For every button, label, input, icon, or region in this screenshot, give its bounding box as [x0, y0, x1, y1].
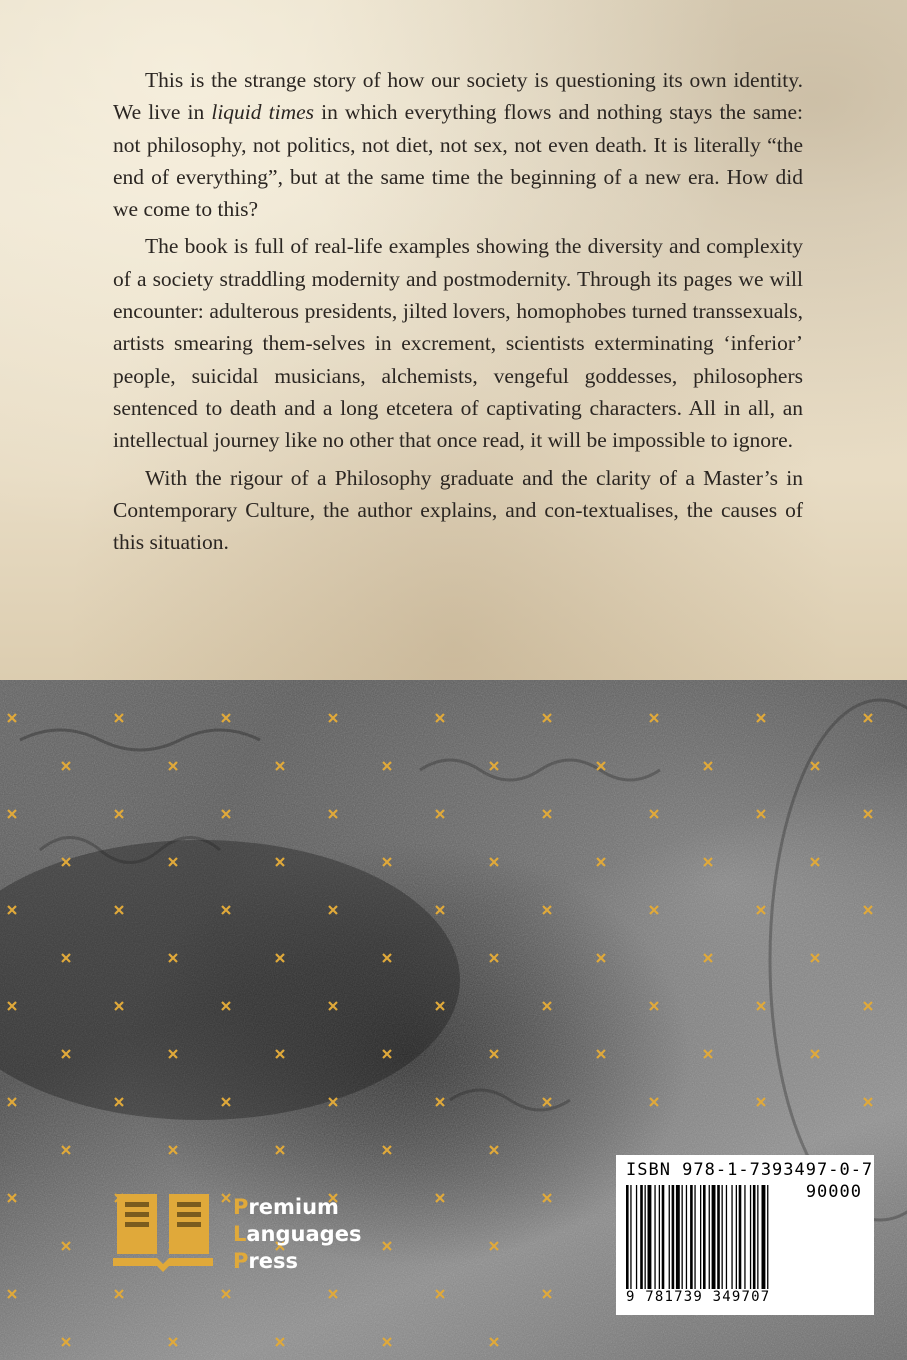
gold-cross-mark: [8, 1290, 16, 1298]
gold-cross-mark: [757, 714, 765, 722]
gold-cross-mark: [222, 1290, 230, 1298]
gold-cross-mark: [704, 762, 712, 770]
gold-cross-mark: [383, 1338, 391, 1346]
isbn-digits: 9 781739 349707: [626, 1289, 771, 1305]
gold-cross-mark: [115, 810, 123, 818]
gold-cross-mark: [811, 1050, 819, 1058]
gold-cross-mark: [650, 810, 658, 818]
gold-cross-mark: [222, 906, 230, 914]
gold-cross-mark: [115, 1290, 123, 1298]
gold-cross-mark: [436, 714, 444, 722]
gold-cross-mark: [62, 1146, 70, 1154]
gold-cross-mark: [383, 762, 391, 770]
gold-cross-mark: [490, 1050, 498, 1058]
gold-cross-mark: [543, 810, 551, 818]
gold-cross-mark: [490, 762, 498, 770]
gold-cross-mark: [222, 810, 230, 818]
gold-cross-mark: [811, 954, 819, 962]
gold-cross-mark: [8, 906, 16, 914]
gold-cross-mark: [115, 906, 123, 914]
gold-cross-mark: [864, 810, 872, 818]
blurb-paragraph-3: With the rigour of a Philosophy graduate and the clarity of a Master’s in Contemporary Culture, the author explains, and con-textualises, the causes of this situation.: [113, 465, 803, 555]
gold-cross-mark: [169, 1338, 177, 1346]
gold-cross-mark: [757, 1098, 765, 1106]
gold-cross-mark: [383, 1146, 391, 1154]
gold-cross-mark: [597, 762, 605, 770]
gold-cross-mark: [383, 954, 391, 962]
publisher-name: Premium Languages Press: [233, 1195, 362, 1273]
gold-cross-mark: [169, 954, 177, 962]
blurb-paragraph-1: This is the strange story of how our society is questioning its own identity. We live in liquid times in which everything flows and nothing stays the same: not philosophy, not politics, not diet, not sex, not even death. It is literally “the end of everything”, but at the same time the beginning of a new era. How did we come to this?: [113, 68, 803, 222]
gold-cross-mark: [62, 1242, 70, 1250]
publisher-logo: [113, 1188, 403, 1278]
gold-cross-mark: [490, 1242, 498, 1250]
isbn-label: ISBN 978-1-7393497-0-7: [626, 1160, 874, 1180]
gold-cross-mark: [62, 954, 70, 962]
gold-cross-mark: [222, 1002, 230, 1010]
gold-cross-mark: [276, 858, 284, 866]
gold-cross-mark: [8, 714, 16, 722]
gold-cross-mark: [169, 1050, 177, 1058]
gold-cross-mark: [8, 1002, 16, 1010]
gold-cross-mark: [222, 1098, 230, 1106]
gold-cross-mark: [222, 714, 230, 722]
gold-cross-mark: [490, 1146, 498, 1154]
emphasis-liquid-times: liquid times: [211, 100, 315, 125]
gold-cross-mark: [543, 1098, 551, 1106]
gold-cross-mark: [329, 1002, 337, 1010]
gold-cross-mark: [490, 954, 498, 962]
gold-cross-mark: [650, 906, 658, 914]
gold-cross-mark: [62, 1050, 70, 1058]
gold-cross-mark: [864, 906, 872, 914]
gold-cross-mark: [276, 1050, 284, 1058]
gold-cross-mark: [811, 858, 819, 866]
gold-cross-mark: [8, 810, 16, 818]
gold-cross-mark: [62, 762, 70, 770]
gold-cross-mark: [811, 762, 819, 770]
dark-textured-panel: [0, 680, 907, 1360]
gold-cross-mark: [276, 1338, 284, 1346]
gold-cross-mark: [436, 906, 444, 914]
gold-cross-mark: [704, 954, 712, 962]
gold-cross-mark: [436, 810, 444, 818]
gold-cross-mark: [543, 1290, 551, 1298]
gold-cross-mark: [383, 858, 391, 866]
gold-cross-mark: [757, 1002, 765, 1010]
gold-cross-mark: [329, 714, 337, 722]
gold-cross-mark: [383, 1050, 391, 1058]
gold-cross-mark: [115, 1098, 123, 1106]
gold-cross-mark: [276, 762, 284, 770]
gold-cross-mark: [704, 1050, 712, 1058]
gold-cross-mark: [115, 714, 123, 722]
gold-cross-mark: [62, 1338, 70, 1346]
gold-cross-mark: [650, 1098, 658, 1106]
open-book-icon: [113, 1188, 213, 1274]
gold-cross-mark: [115, 1002, 123, 1010]
gold-cross-mark: [597, 1050, 605, 1058]
gold-cross-mark: [329, 1290, 337, 1298]
blurb-text: [113, 64, 803, 558]
gold-cross-mark: [169, 858, 177, 866]
gold-cross-mark: [62, 858, 70, 866]
gold-cross-mark: [436, 1194, 444, 1202]
gold-cross-mark: [650, 714, 658, 722]
price-code: 90000: [805, 1182, 862, 1202]
gold-cross-mark: [543, 1194, 551, 1202]
gold-cross-mark: [436, 1002, 444, 1010]
gold-cross-mark: [276, 1146, 284, 1154]
gold-cross-mark: [543, 714, 551, 722]
gold-cross-mark: [864, 1098, 872, 1106]
barcode-bars: [624, 1185, 824, 1293]
gold-cross-mark: [864, 714, 872, 722]
gold-cross-mark: [864, 1002, 872, 1010]
gold-cross-mark: [490, 1338, 498, 1346]
gold-cross-mark: [436, 1290, 444, 1298]
gold-cross-mark: [169, 1146, 177, 1154]
gold-cross-mark: [329, 810, 337, 818]
gold-cross-mark: [490, 858, 498, 866]
gold-cross-mark: [597, 858, 605, 866]
gold-cross-mark: [543, 906, 551, 914]
gold-cross-mark: [169, 762, 177, 770]
isbn-barcode: [616, 1155, 874, 1315]
gold-cross-mark: [436, 1098, 444, 1106]
gold-cross-mark: [8, 1194, 16, 1202]
gold-cross-mark: [650, 1002, 658, 1010]
gold-cross-mark: [757, 906, 765, 914]
gold-cross-mark: [704, 858, 712, 866]
gold-cross-mark: [543, 1002, 551, 1010]
gold-cross-mark: [276, 954, 284, 962]
blurb-paragraph-2: The book is full of real-life examples showing the diversity and complexity of a society straddling modernity and postmodernity. Through its pages we will encounter: adulterous presidents, jilted lovers, homophobes turned transsexuals, artists smearing them-selves in excrement, scientists exterminating ‘inferior’ people, suicidal musicians, alchemists, vengeful goddesses, philosophers sentenced to death and a long etcetera of captivating characters. All in all, an intellectual journey like no other that once read, it will be impossible to ignore.: [113, 234, 803, 453]
gold-cross-mark: [757, 810, 765, 818]
gold-cross-mark: [597, 954, 605, 962]
gold-cross-mark: [329, 906, 337, 914]
gold-cross-mark: [329, 1098, 337, 1106]
gold-cross-mark: [8, 1098, 16, 1106]
